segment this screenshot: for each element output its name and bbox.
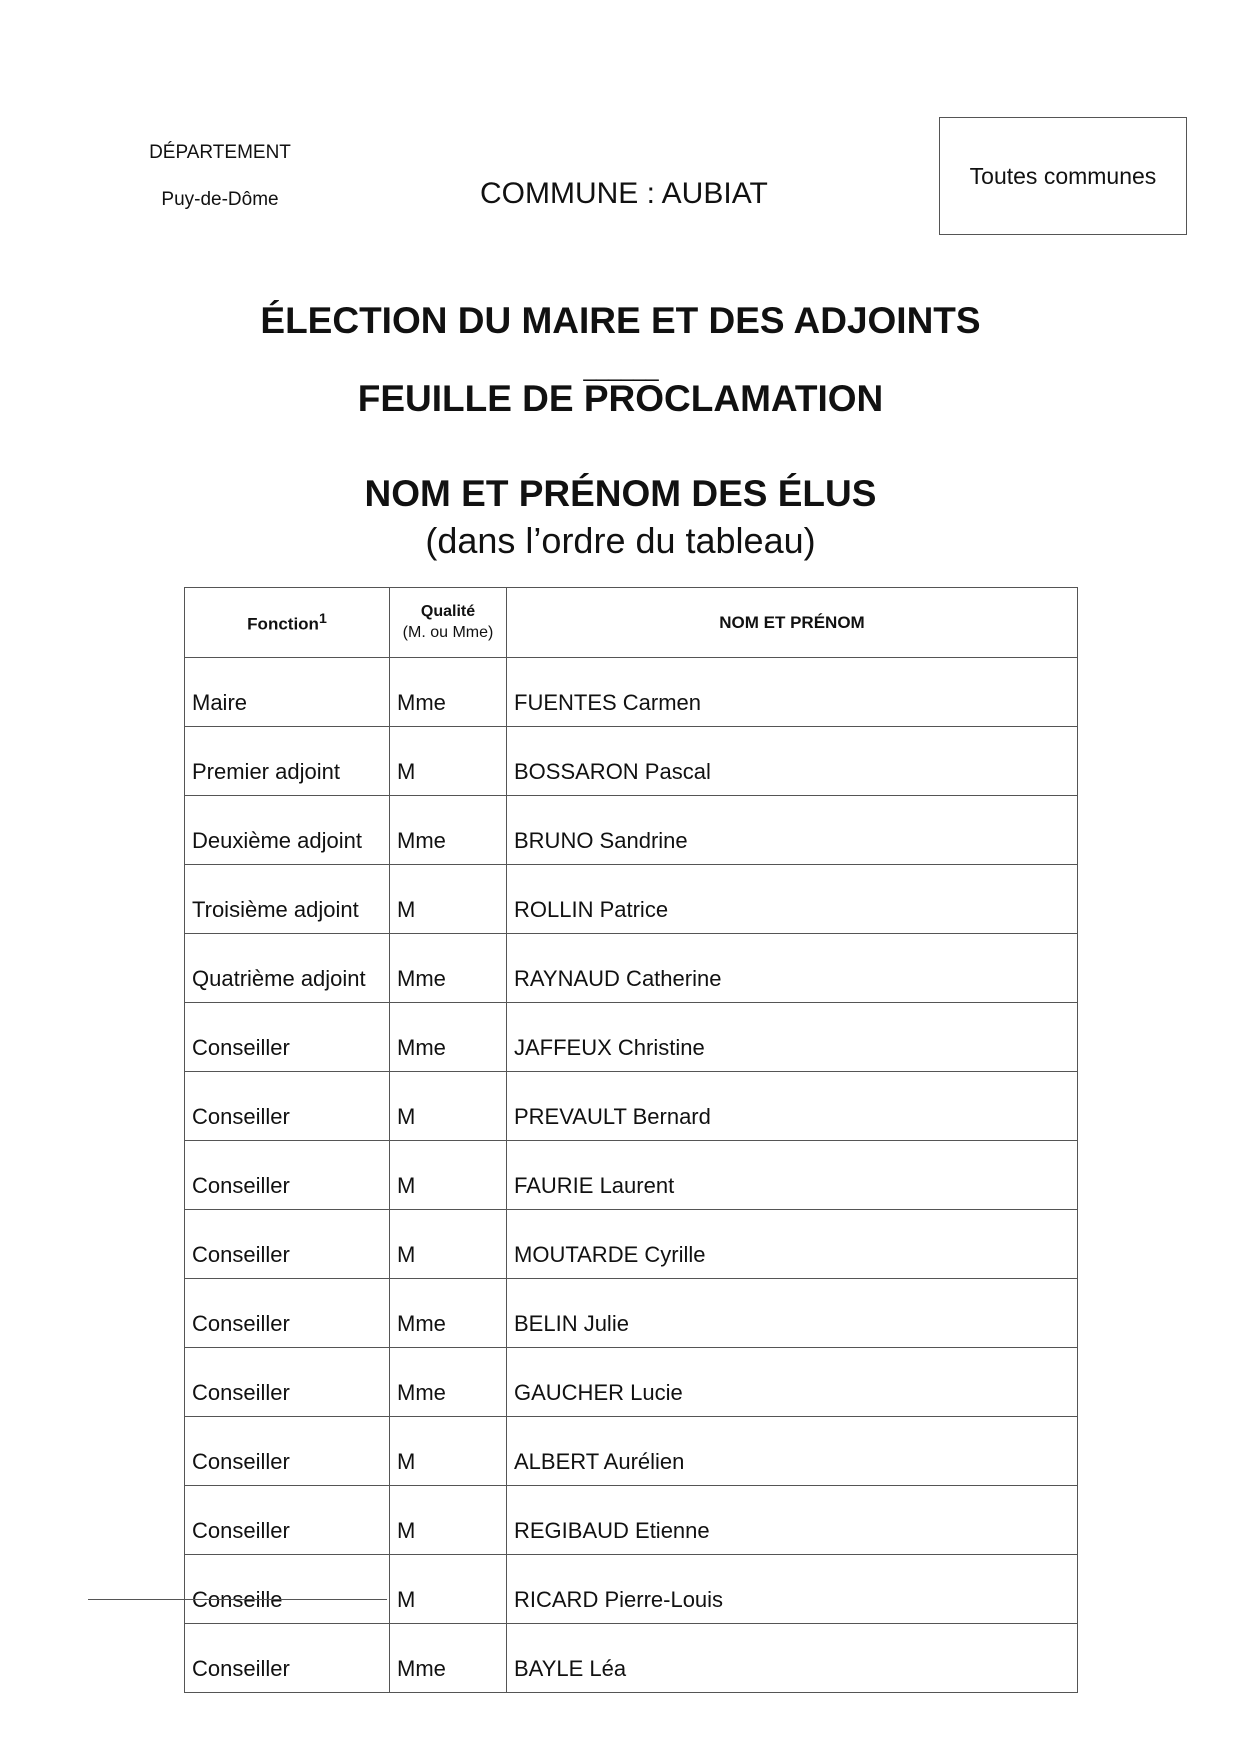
table-row [185,1072,1078,1141]
departement-block [110,143,330,209]
cell-qualite: M [390,865,507,934]
cell-qualite: M [390,1210,507,1279]
table-row [185,1210,1078,1279]
cell-fonction: Conseiller [185,1279,390,1348]
cell-qualite: M [390,1141,507,1210]
cell-nom: GAUCHER Lucie [507,1348,1078,1417]
cell-nom: PREVAULT Bernard [507,1072,1078,1141]
header-nom: NOM ET PRÉNOM [507,588,1078,658]
header-qualite [390,588,507,658]
cell-qualite: Mme [390,1624,507,1693]
cell-qualite: M [390,727,507,796]
elus-table [184,587,1078,1693]
scope-box [939,117,1187,235]
cell-qualite: Mme [390,1279,507,1348]
departement-value: Puy-de-Dôme [161,189,279,210]
cell-fonction: Conseiller [185,1141,390,1210]
cell-nom: BOSSARON Pascal [507,727,1078,796]
cell-fonction: Troisième adjoint [185,865,390,934]
cell-nom: FAURIE Laurent [507,1141,1078,1210]
header-qualite-label: Qualité [420,602,476,620]
cell-qualite: Mme [390,658,507,727]
cell-nom: MOUTARDE Cyrille [507,1210,1078,1279]
elus-title: NOM ET PRÉNOM DES ÉLUS [364,473,877,514]
cell-fonction: Quatrième adjoint [185,934,390,1003]
header-fonction-label: Fonction [247,614,319,634]
cell-qualite: M [390,1417,507,1486]
cell-nom: REGIBAUD Etienne [507,1486,1078,1555]
commune-title: COMMUNE : AUBIAT [480,177,768,210]
table-row [185,1003,1078,1072]
scope-label: Toutes communes [969,162,1157,189]
header-fonction [185,588,390,658]
table-row [185,1624,1078,1693]
table-row [185,727,1078,796]
cell-fonction: Conseiller [185,1210,390,1279]
cell-fonction: Conseiller [185,1486,390,1555]
cell-fonction: Deuxième adjoint [185,796,390,865]
cell-nom: RAYNAUD Catherine [507,934,1078,1003]
cell-fonction: Conseiller [185,1624,390,1693]
cell-fonction: Conseiller [185,1348,390,1417]
cell-qualite: Mme [390,1348,507,1417]
table-row [185,1348,1078,1417]
ordre-subtitle: (dans l’ordre du tableau) [425,520,816,561]
cell-nom: RICARD Pierre-Louis [507,1555,1078,1624]
table-row [185,865,1078,934]
cell-nom: FUENTES Carmen [507,658,1078,727]
footnote-marker: 1 [318,610,327,627]
departement-label: DÉPARTEMENT [149,142,291,163]
table-row [185,1555,1078,1624]
table-header-row [185,588,1078,658]
cell-qualite: Mme [390,1003,507,1072]
title-separator: ______ [583,355,658,382]
cell-nom: BELIN Julie [507,1279,1078,1348]
table-row [185,934,1078,1003]
cell-fonction: Conseiller [185,1072,390,1141]
cell-fonction: Conseiller [185,1417,390,1486]
table-row [185,1279,1078,1348]
cell-fonction: Maire [185,658,390,727]
cell-nom: BRUNO Sandrine [507,796,1078,865]
cell-fonction: Conseiller [185,1003,390,1072]
table-row [185,1486,1078,1555]
cell-fonction: Premier adjoint [185,727,390,796]
cell-qualite: M [390,1555,507,1624]
table-row [185,796,1078,865]
cell-fonction: Conseille [185,1555,390,1624]
cell-nom: ROLLIN Patrice [507,865,1078,934]
election-title: ÉLECTION DU MAIRE ET DES ADJOINTS [260,300,981,341]
cell-nom: JAFFEUX Christine [507,1003,1078,1072]
cell-nom: BAYLE Léa [507,1624,1078,1693]
cell-nom: ALBERT Aurélien [507,1417,1078,1486]
header-qualite-detail: (M. ou Mme) [402,623,494,641]
footnote-rule [88,1599,387,1600]
table-row [185,658,1078,727]
cell-qualite: M [390,1072,507,1141]
proclamation-title: FEUILLE DE PROCLAMATION [357,378,884,419]
table-row [185,1417,1078,1486]
table-row [185,1141,1078,1210]
cell-qualite: Mme [390,796,507,865]
cell-qualite: M [390,1486,507,1555]
cell-qualite: Mme [390,934,507,1003]
